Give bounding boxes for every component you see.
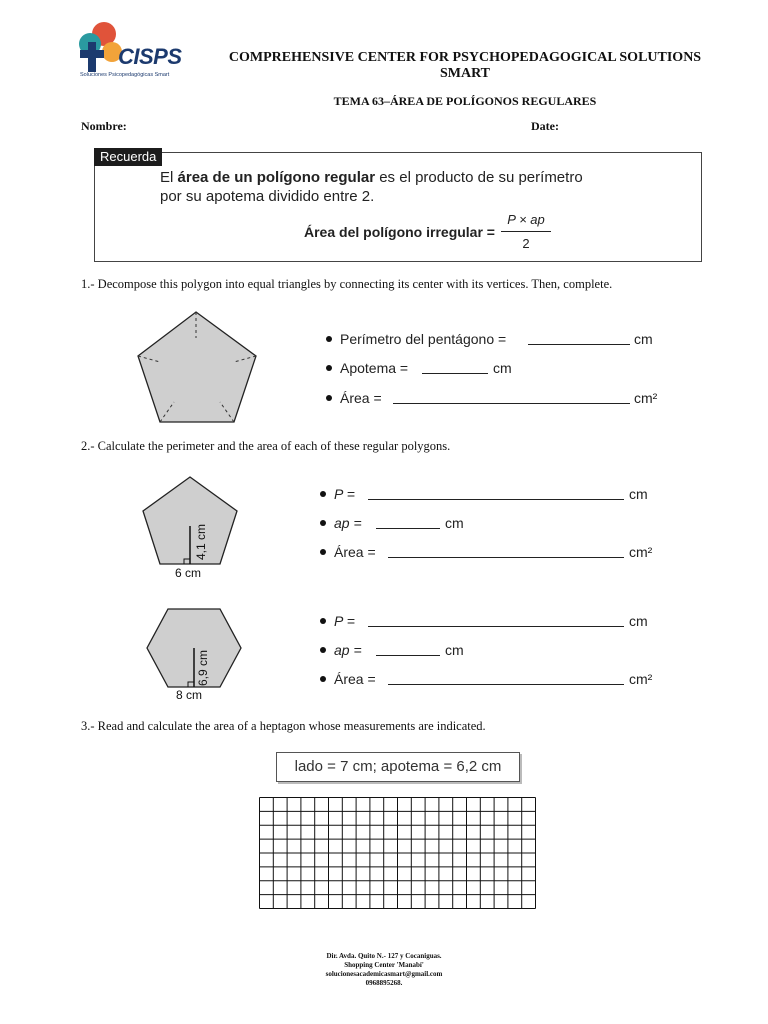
rule-text-pre: El [160,169,178,186]
rule-text-post: es el producto de su perímetro [375,169,583,186]
q1-perimeter-row [326,331,506,347]
question-2: 2.- Calculate the perimeter and the area of each of these regular polygons. [81,439,451,453]
q2b-area-label: Área = [334,671,376,687]
q2b-apothem-row [320,642,362,658]
formula-denominator: 2 [522,236,530,251]
pentagon-side-label: 6 cm [175,566,202,580]
logo-brand: CISPS [118,44,182,69]
q2a-area-unit: cm² [629,544,653,560]
rule-text-bold: área de un polígono regular [177,169,376,186]
q2b-apothem-blank[interactable] [376,655,440,656]
question-3: 3.- Read and calculate the area of a heptagon whose measurements are indicated. [81,719,486,733]
date-label: Date: [531,119,559,133]
q1-area-row [326,390,382,406]
hexagon-apothem-label: 6,9 cm [196,649,210,686]
q1-area-label: Área = [340,390,382,406]
formula-fraction-bar [501,231,551,232]
rule-text-line2: por su apotema dividido entre 2. [160,188,375,205]
q2b-perimeter-label: P = [334,613,355,629]
q2b-area-blank[interactable] [388,684,624,685]
footer-line2: Shopping Center 'Manabí' [344,961,424,969]
footer-line3: solucionesacademicasmart@gmail.com [325,970,443,978]
org-name-line1: COMPREHENSIVE CENTER FOR PSYCHOPEDAGOGICAL SOLUTIONS [228,50,702,65]
remember-tag: Recuerda [94,148,162,166]
hexagon-figure [145,607,243,689]
q2a-area-row [320,544,376,560]
bullet-dot [320,618,326,624]
bullet-dot [320,491,326,497]
question-1: 1.- Decompose this polygon into equal triangles by connecting its center with its vertices. Then, complete. [81,277,613,291]
q1-area-unit: cm² [634,390,658,406]
bullet-dot [326,336,332,342]
org-name-line2: SMART [439,66,491,81]
bullet-dot [320,676,326,682]
logo-tagline: Soluciones Psicopedagógicas Smart [80,72,170,78]
q2a-perimeter-blank[interactable] [368,499,624,500]
q2b-perimeter-row [320,613,355,629]
bullet-dot [320,647,326,653]
q2a-perimeter-label: P = [334,486,355,502]
q2b-area-row [320,671,376,687]
q2a-area-blank[interactable] [388,557,624,558]
q2b-area-unit: cm² [629,671,653,687]
pentagon-apothem-label: 4,1 cm [194,523,208,560]
q1-apothem-blank[interactable] [422,373,488,374]
q2b-apothem-unit: cm [445,642,464,658]
bullet-dot [320,549,326,555]
hexagon-side-label: 8 cm [176,688,203,702]
q2a-perimeter-unit: cm [629,486,648,502]
pentagon-shape [138,312,256,422]
org-name [200,50,730,82]
q2a-apothem-unit: cm [445,515,464,531]
q1-perimeter-unit: cm [634,331,653,347]
q2a-apothem-label: ap = [334,515,362,531]
footer-line4: 0968895268. [365,979,403,987]
q2a-area-label: Área = [334,544,376,560]
pentagon-figure [140,474,240,570]
q1-perimeter-blank[interactable] [528,344,630,345]
logo [76,18,186,82]
answer-grid[interactable] [259,797,536,909]
formula-numerator: P × ap [507,212,545,227]
q2b-perimeter-unit: cm [629,613,648,629]
bullet-dot [326,395,332,401]
q2a-apothem-blank[interactable] [376,528,440,529]
q2a-perimeter-row [320,486,355,502]
bullet-dot [320,520,326,526]
q1-area-blank[interactable] [393,403,630,404]
topic-title: TEMA 63–ÁREA DE POLÍGONOS REGULARES [333,94,597,108]
q1-apothem-label: Apotema = [340,360,409,376]
q1-apothem-unit: cm [493,360,512,376]
given-measurements-box: lado = 7 cm; apotema = 6,2 cm [276,752,520,782]
footer-address [284,952,484,988]
q2b-perimeter-blank[interactable] [368,626,624,627]
q2b-apothem-label: ap = [334,642,362,658]
q1-apothem-row [326,360,408,376]
footer-line1: Dir. Avda. Quito N.- 127 y Cocaniguas. [326,952,442,960]
rule-text [160,168,583,206]
pentagon-divided-figure [130,306,266,428]
bullet-dot [326,365,332,371]
q1-perimeter-label: Perímetro del pentágono = [340,331,507,347]
q2a-apothem-row [320,515,362,531]
formula-label: Área del polígono irregular = [304,224,495,240]
name-label: Nombre: [81,119,127,133]
